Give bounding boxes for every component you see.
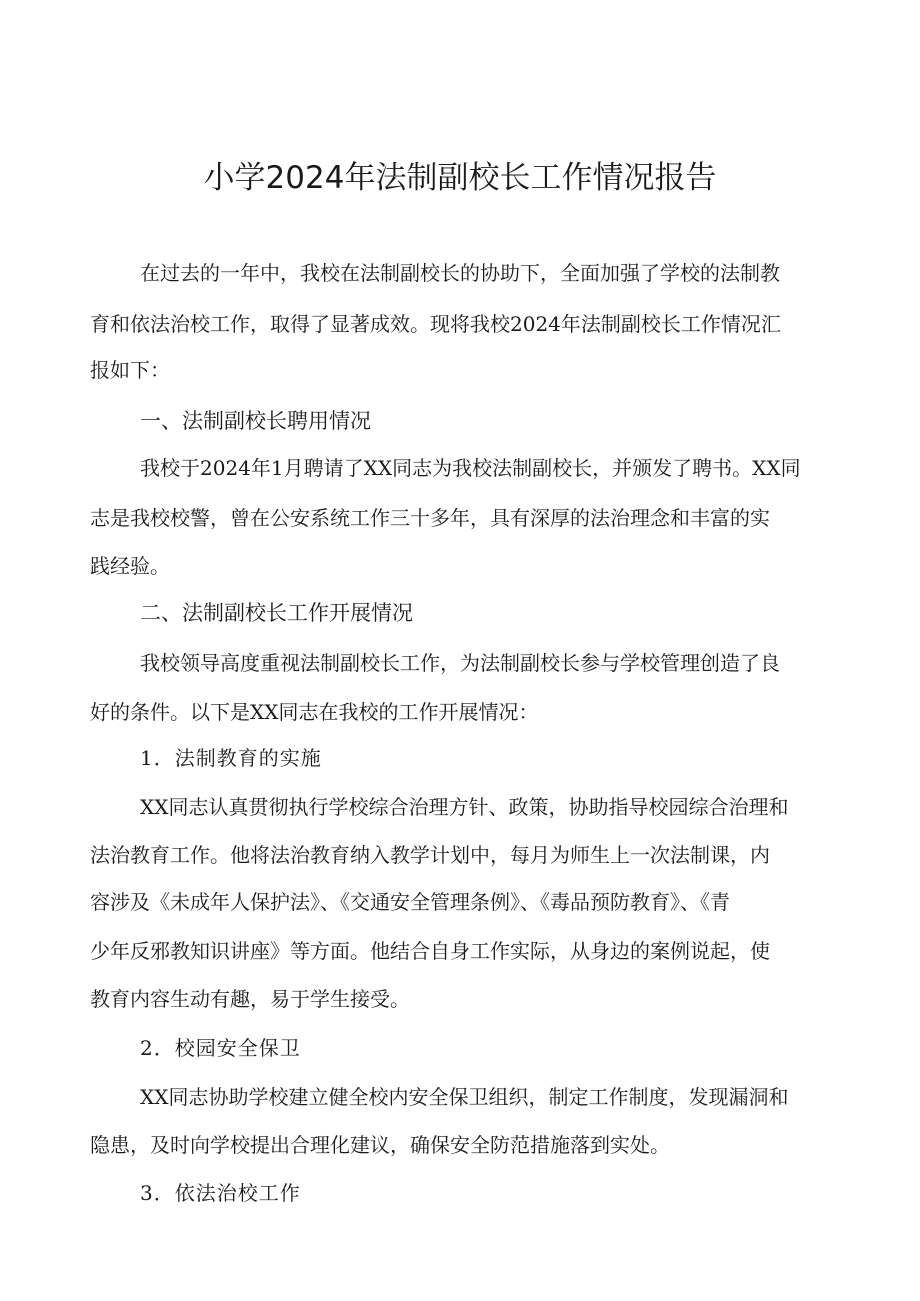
paragraph-line: 志是我校校警，曾在公安系统工作三十多年，具有深厚的法治理念和丰富的实 xyxy=(90,506,770,530)
section-heading: 二、法制副校长工作开展情况 xyxy=(140,601,413,625)
paragraph-line: XX同志协助学校建立健全校内安全保卫组织，制定工作制度，发现漏洞和 xyxy=(140,1085,789,1109)
paragraph-line: 我校于2024年1月聘请了XX同志为我校法制副校长，并颁发了聘书。XX同 xyxy=(140,456,801,480)
document-title: 小学2024年法制副校长工作情况报告 xyxy=(203,160,717,196)
paragraph-line: 法治教育工作。他将法治教育纳入教学计划中，每月为师生上一次法制课，内 xyxy=(90,843,770,867)
paragraph-line: 报如下： xyxy=(90,358,170,382)
paragraph-line: 我校领导高度重视法制副校长工作，为法制副校长参与学校管理创造了良 xyxy=(140,651,780,675)
paragraph-line: 在过去的一年中，我校在法制副校长的协助下，全面加强了学校的法制教 xyxy=(140,261,780,285)
subsection-heading: 1．法制教育的实施 xyxy=(140,746,322,770)
paragraph-line: XX同志认真贯彻执行学校综合治理方针、政策，协助指导校园综合治理和 xyxy=(140,795,789,819)
paragraph-line: 容涉及《未成年人保护法》、《交通安全管理条例》、《毒品预防教育》、《青 xyxy=(90,890,730,914)
paragraph-line: 好的条件。以下是XX同志在我校的工作开展情况： xyxy=(90,700,539,724)
paragraph-line: 隐患，及时向学校提出合理化建议，确保安全防范措施落到实处。 xyxy=(90,1133,670,1157)
subsection-heading: 3．依法治校工作 xyxy=(140,1181,301,1205)
section-heading: 一、法制副校长聘用情况 xyxy=(140,409,371,433)
paragraph-line: 教育内容生动有趣，易于学生接受。 xyxy=(90,987,410,1011)
paragraph-line: 育和依法治校工作，取得了显著成效。现将我校2024年法制副校长工作情况汇 xyxy=(90,312,781,336)
subsection-heading: 2．校园安全保卫 xyxy=(140,1036,301,1060)
paragraph-line: 践经验。 xyxy=(90,554,170,578)
paragraph-line: 少年反邪教知识讲座》等方面。他结合自身工作实际，从身边的案例说起，使 xyxy=(90,939,770,963)
